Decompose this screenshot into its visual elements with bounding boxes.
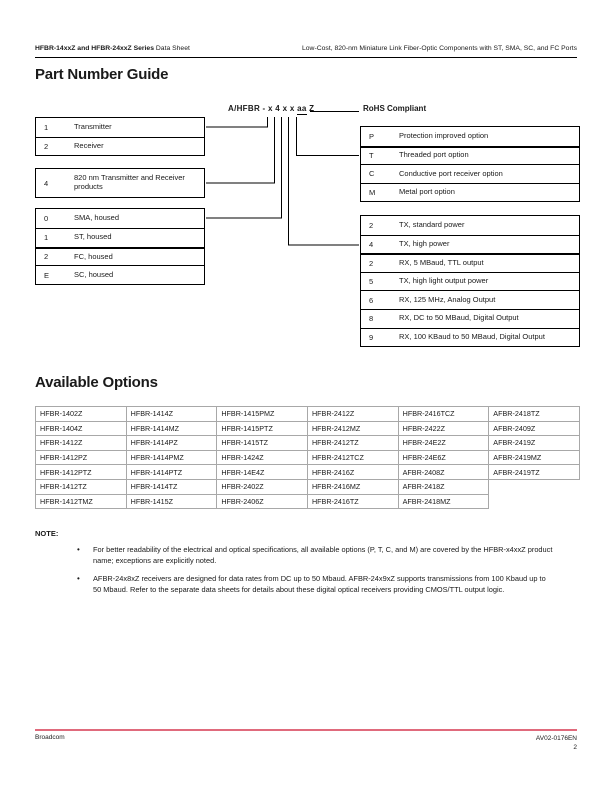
part-number-cell: AFBR-2418MZ: [398, 494, 489, 509]
footer-rule: [35, 729, 577, 731]
table-row: [36, 169, 204, 197]
label-cell: TX, high light output power: [399, 276, 489, 286]
table-row: [36, 209, 204, 228]
part-number-cell: HFBR-24E2Z: [398, 436, 489, 451]
performance-table: [360, 215, 580, 347]
code-cell: 4: [369, 239, 374, 249]
note-bullet: [77, 545, 563, 566]
part-number-cell: HFBR-1415PTZ: [217, 421, 308, 436]
device-type-table: [35, 117, 205, 156]
part-number-cell: HFBR-1414PZ: [126, 436, 217, 451]
table-row: [361, 127, 579, 146]
code-cell: T: [369, 151, 374, 161]
table-row: [361, 164, 579, 183]
table-row: [36, 247, 204, 266]
footer-right: [35, 734, 577, 752]
part-code-suffix-z: Z: [309, 104, 315, 113]
table-row: [361, 328, 579, 347]
part-number-cell: HFBR-1414TZ: [126, 479, 217, 494]
label-cell: Threaded port option: [399, 150, 469, 160]
part-number-cell: HFBR-1414Z: [126, 407, 217, 422]
label-cell: FC, housed: [74, 251, 113, 261]
table-row: [361, 272, 579, 291]
header-series-title: HFBR-14xxZ and HFBR-24xxZ Series: [35, 45, 154, 52]
part-number-cell: HFBR-1412TMZ: [36, 494, 127, 509]
table-row: [361, 216, 579, 235]
part-number-cell: HFBR-2416MZ: [307, 479, 398, 494]
part-number-code: [228, 104, 314, 113]
available-options-table: [35, 406, 580, 509]
label-cell: RX, 5 MBaud, TTL output: [399, 258, 484, 268]
part-number-cell: HFBR-2416TCZ: [398, 407, 489, 422]
table-row: [36, 265, 204, 284]
label-cell: RX, 100 KBaud to 50 MBaud, Digital Output: [399, 331, 545, 341]
table-row: [361, 183, 579, 202]
code-cell: 4: [44, 178, 49, 188]
part-number-cell: HFBR-1415Z: [126, 494, 217, 509]
part-number-cell: HFBR-1412TZ: [36, 479, 127, 494]
code-cell: 2: [44, 252, 49, 262]
part-number-cell: AFBR-2418Z: [398, 479, 489, 494]
table-row: [36, 436, 580, 451]
code-cell: 1: [44, 122, 49, 132]
label-cell: Protection improved option: [399, 130, 489, 140]
part-number-guide-title: Part Number Guide: [35, 66, 169, 83]
code-cell: 9: [369, 332, 374, 342]
available-options-title: Available Options: [35, 374, 158, 391]
part-number-cell: HFBR-1424Z: [217, 450, 308, 465]
label-cell: RX, DC to 50 MBaud, Digital Output: [399, 313, 519, 323]
table-row: [36, 407, 580, 422]
part-number-cell: AFBR-2418TZ: [489, 407, 580, 422]
note-label: NOTE:: [35, 529, 59, 538]
part-number-cell: AFBR-2419Z: [489, 436, 580, 451]
table-row: [361, 253, 579, 272]
label-cell: RX, 125 MHz, Analog Output: [399, 294, 496, 304]
footer-company: Broadcom: [35, 733, 65, 741]
code-cell: 5: [369, 277, 374, 287]
part-number-cell: HFBR-14E4Z: [217, 465, 308, 480]
part-number-cell: AFBR-2419TZ: [489, 465, 580, 480]
note-bullet: [77, 574, 563, 595]
part-number-cell: HFBR-24E6Z: [398, 450, 489, 465]
part-number-cell: HFBR-2422Z: [398, 421, 489, 436]
part-number-cell: AFBR-2408Z: [398, 465, 489, 480]
bullet-icon: •: [77, 574, 80, 584]
part-code-options-aa: aa: [297, 104, 307, 113]
rohs-compliant-label: RoHS Compliant: [363, 104, 427, 113]
footer-document-id: AV02-0176EN: [535, 734, 577, 742]
label-cell: Receiver: [74, 140, 104, 150]
table-row: [361, 309, 579, 328]
part-number-cell: HFBR-2416Z: [307, 465, 398, 480]
part-number-cell: HFBR-2412TCZ: [307, 450, 398, 465]
label-cell: Conductive port receiver option: [399, 168, 503, 178]
code-cell: 2: [369, 258, 374, 268]
code-cell: 0: [44, 213, 49, 223]
housing-table: [35, 208, 205, 285]
label-cell: TX, high power: [399, 238, 450, 248]
code-cell: 2: [44, 141, 49, 151]
part-number-cell: HFBR-2402Z: [217, 479, 308, 494]
table-row: [361, 146, 579, 165]
label-cell: 820 nm Transmitter and Receiver products: [74, 173, 185, 191]
part-number-cell: HFBR-1415PMZ: [217, 407, 308, 422]
bullet-icon: •: [77, 545, 80, 554]
part-number-cell: HFBR-1414MZ: [126, 421, 217, 436]
table-row: [36, 450, 580, 465]
empty-cell: [489, 494, 580, 509]
part-number-cell: HFBR-1414PTZ: [126, 465, 217, 480]
part-number-cell: HFBR-2412Z: [307, 407, 398, 422]
code-cell: 8: [369, 314, 374, 324]
code-cell: 2: [369, 220, 374, 230]
part-number-cell: HFBR-1404Z: [36, 421, 127, 436]
part-number-cell: HFBR-1402Z: [36, 407, 127, 422]
part-number-cell: HFBR-2416TZ: [307, 494, 398, 509]
part-number-cell: HFBR-2412MZ: [307, 421, 398, 436]
table-row: [361, 290, 579, 309]
table-row: [361, 235, 579, 254]
label-cell: SC, housed: [74, 269, 114, 279]
footer-page-number: 2: [573, 743, 577, 751]
note-text: For better readability of the electrical and optical specifications, all available options (P, T, C, and M) are covered by the HFBR-x4xxZ product name; exceptions are explicitly noted.: [93, 545, 553, 565]
label-cell: ST, housed: [74, 232, 112, 242]
part-number-cell: HFBR-2406Z: [217, 494, 308, 509]
note-list: [77, 545, 563, 595]
label-cell: Transmitter: [74, 121, 112, 131]
header-subtitle: Low-Cost, 820-nm Miniature Link Fiber-Optic Components with ST, SMA, SC, and FC Ports: [302, 45, 577, 52]
part-number-cell: HFBR-1415TZ: [217, 436, 308, 451]
table-row: [36, 494, 580, 509]
part-number-cell: AFBR-2409Z: [489, 421, 580, 436]
label-cell: TX, standard power: [399, 219, 465, 229]
code-cell: 1: [44, 233, 49, 243]
table-row: [36, 118, 204, 137]
label-cell: Metal port option: [399, 187, 455, 197]
table-row: [36, 421, 580, 436]
empty-cell: [489, 479, 580, 494]
part-number-cell: HFBR-1412Z: [36, 436, 127, 451]
table-row: [36, 228, 204, 247]
code-cell: 6: [369, 295, 374, 305]
code-cell: P: [369, 131, 375, 141]
part-code-prefix: A/HFBR - x 4 x x: [228, 104, 295, 113]
part-number-cell: HFBR-1414PMZ: [126, 450, 217, 465]
table-row: [36, 465, 580, 480]
code-cell: E: [44, 270, 50, 280]
port-options-table: [360, 126, 580, 202]
table-row: [36, 479, 580, 494]
part-number-cell: HFBR-2412TZ: [307, 436, 398, 451]
label-cell: SMA, housed: [74, 213, 120, 222]
part-number-cell: HFBR-1412PZ: [36, 450, 127, 465]
part-number-cell: AFBR-2419MZ: [489, 450, 580, 465]
header-doc-type: Data Sheet: [155, 45, 190, 52]
code-cell: M: [369, 188, 376, 198]
code-cell: C: [369, 169, 375, 179]
table-row: [36, 137, 204, 156]
note-text: AFBR-24x8xZ receivers are designed for data rates from DC up to 50 Mbaud. AFBR-24x9xZ supports transmissions from 100 Kbaud up to 50 Mbaud. Refer to the separate data sheets for details about these digital optical receivers providing CMOS/TTL output logic.: [93, 574, 546, 594]
part-number-cell: HFBR-1412PTZ: [36, 465, 127, 480]
series-table: [35, 168, 205, 198]
header-rule: [35, 57, 577, 59]
